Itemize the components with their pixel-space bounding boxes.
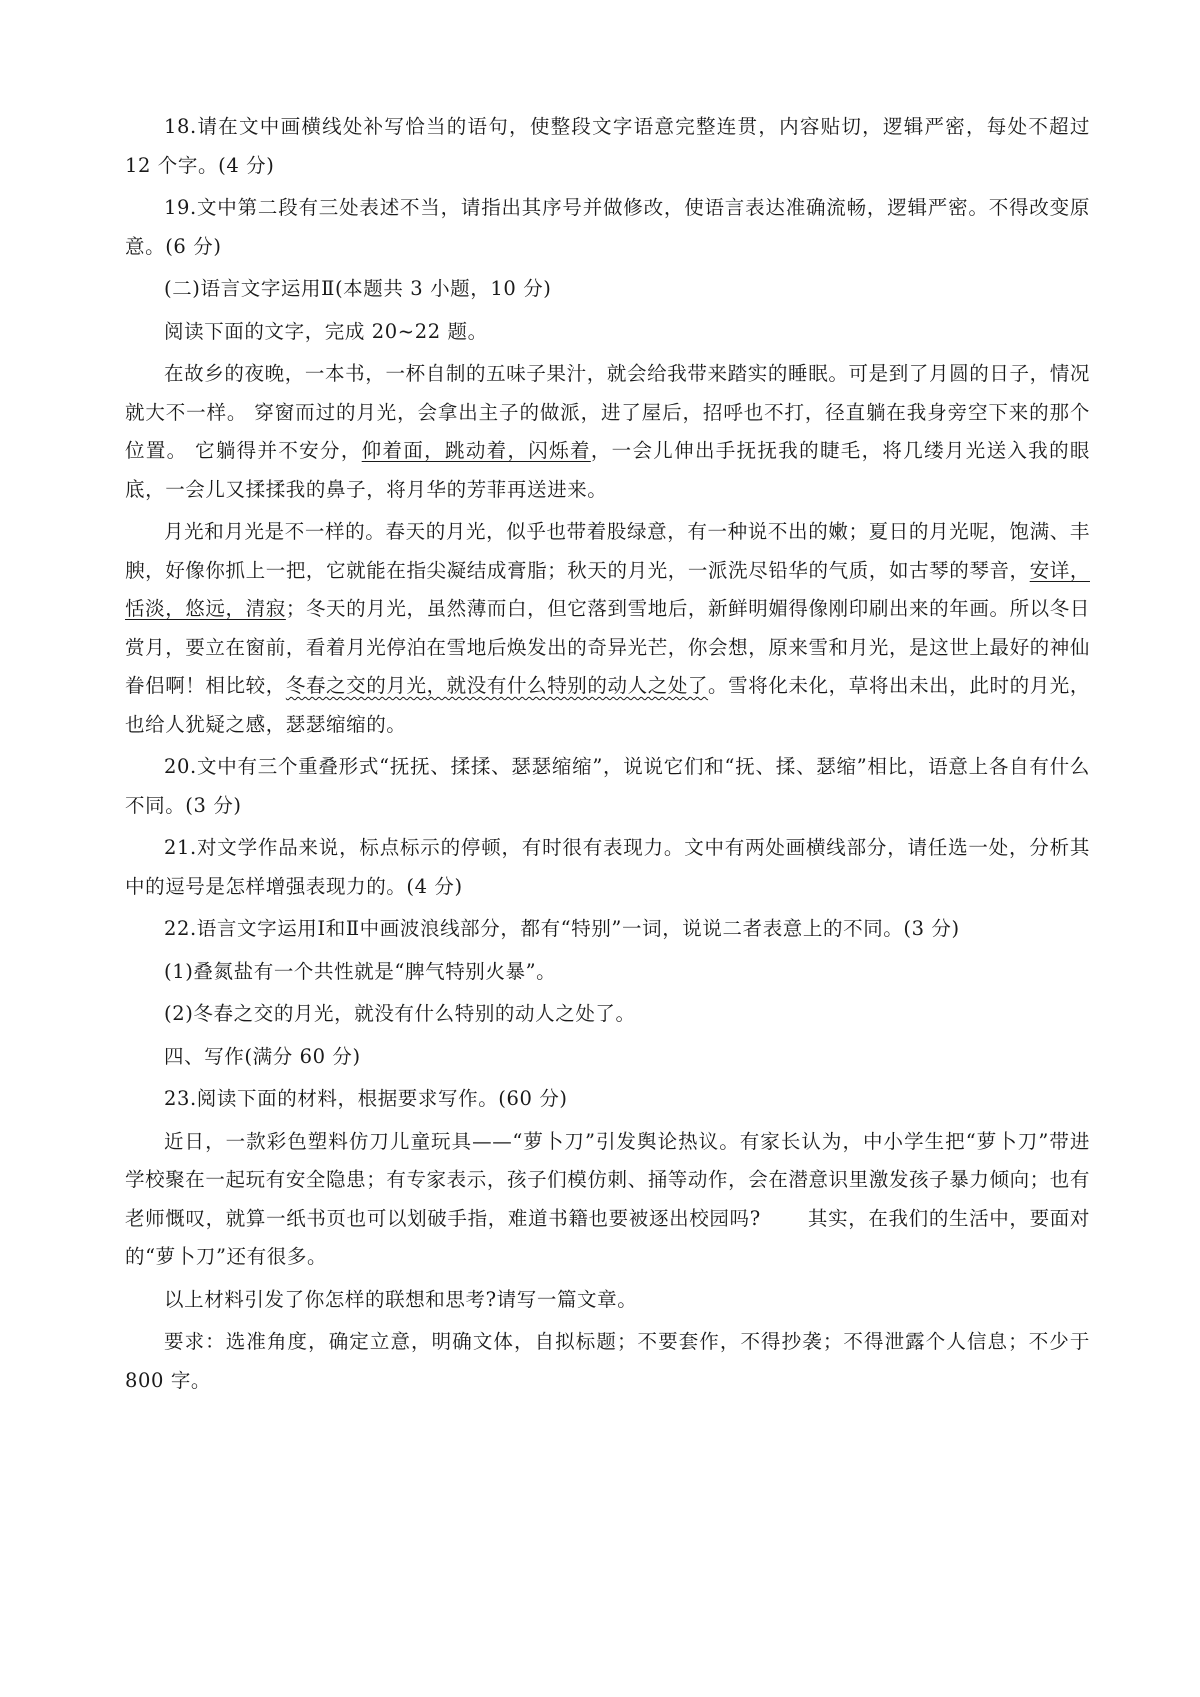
writing-material: 近日，一款彩色塑料仿刀儿童玩具——“萝卜刀”引发舆论热议。有家长认为，中小学生把“萝卜刀”带进学校聚在一起玩有安全隐患；有专家表示，孩子们模仿刺、捅等动作，会在潜意识里激发孩子暴力倾向；也有老师慨叹，就算一纸书页也可以划破手指，难道书籍也要被逐出校园吗? 其实，在我们的生活中，要面对的“萝卜刀”还有很多。: [125, 1129, 1090, 1268]
question-19: 19.文中第二段有三处表述不当，请指出其序号并做修改，使语言表达准确流畅，逻辑严密。不得改变原意。(6 分): [125, 196, 1090, 258]
passage-2-text-a: 月光和月光是不一样的。春天的月光，似乎也带着股绿意，有一种说不出的嫩；夏日的月光呢，饱满、丰腴，好像你抓上一把，它就能在指尖凝结成膏脂；秋天的月光，一派洗尽铅华的气质，如古琴的琴音，: [125, 520, 1090, 582]
writing-prompt: 以上材料引发了你怎样的联想和思考?请写一篇文章。: [164, 1287, 638, 1311]
underlined-phrase-1: 仰着面，跳动着，闪烁着: [361, 439, 591, 462]
underlined-phrase-2: 安详，恬淡，悠远，清寂: [125, 558, 1090, 620]
section-2-heading: (二)语言文字运用Ⅱ(本题共 3 小题，10 分): [164, 277, 552, 300]
question-21: 21.对文学作品来说，标点标示的停顿，有时很有表现力。文中有两处画横线部分，请任选一处，分析其中的逗号是怎样增强表现力的。(4 分): [125, 836, 1090, 898]
passage-2-text-c: 。雪将化未化，草将出未出，此时的月光，也给人犹疑之感，瑟瑟缩缩的。: [125, 674, 1090, 736]
question-20: 20.文中有三个重叠形式“抚抚、揉揉、瑟瑟缩缩”，说说它们和“抚、揉、瑟缩”相比，语意上各自有什么不同。(3 分): [125, 755, 1090, 817]
question-23: 23.阅读下面的材料，根据要求写作。(60 分): [164, 1087, 568, 1110]
question-22-item-2: (2)冬春之交的月光，就没有什么特别的动人之处了。: [164, 1002, 636, 1025]
writing-requirements: 要求：选准角度，确定立意，明确文体，自拟标题；不要套作，不得抄袭；不得泄露个人信息；不少于 800 字。: [125, 1330, 1090, 1392]
wavy-underlined-phrase: 冬春之交的月光，就没有什么特别的动人之处了: [285, 674, 709, 697]
passage-1-text-b: ，一会儿伸出手抚抚我的睫毛，将几缕月光送入我的眼底，一会儿又揉揉我的鼻子，将月华的芳菲再送进来。: [125, 439, 1091, 501]
passage-paragraph-1: [125, 355, 1090, 509]
question-22-item-1: (1)叠氮盐有一个共性就是“脾气特别火暴”。: [164, 959, 557, 983]
question-18: 18.请在文中画横线处补写恰当的语句，使整段文字语意完整连贯，内容贴切，逻辑严密，每处不超过 12 个字。(4 分): [125, 115, 1090, 177]
passage-1-text-a: 在故乡的夜晚，一本书，一杯自制的五味子果汁，就会给我带来踏实的睡眠。可是到了月圆的日子，情况就大不一样。 穿窗而过的月光，会拿出主子的做派，进了屋后，招呼也不打，径直躺在我身旁空下来的那个位置。 它躺得并不安分，: [125, 362, 1090, 462]
passage-paragraph-2: [125, 513, 1090, 744]
question-22: 22.语言文字运用Ⅰ和Ⅱ中画波浪线部分，都有“特别”一词，说说二者表意上的不同。(3 分): [164, 917, 960, 940]
section-2-instruction: 阅读下面的文字，完成 20~22 题。: [164, 319, 488, 343]
passage-2-text-b: ；冬天的月光，虽然薄而白，但它落到雪地后，新鲜明媚得像刚印刷出来的年画。所以冬日赏月，要立在窗前，看着月光停泊在雪地后焕发出的奇异光芒，你会想，原来雪和月光，是这世上最好的神仙眷侣啊！相比较，: [125, 597, 1090, 697]
section-4-heading: 四、写作(满分 60 分): [164, 1044, 361, 1068]
exam-page: [125, 108, 1090, 1404]
